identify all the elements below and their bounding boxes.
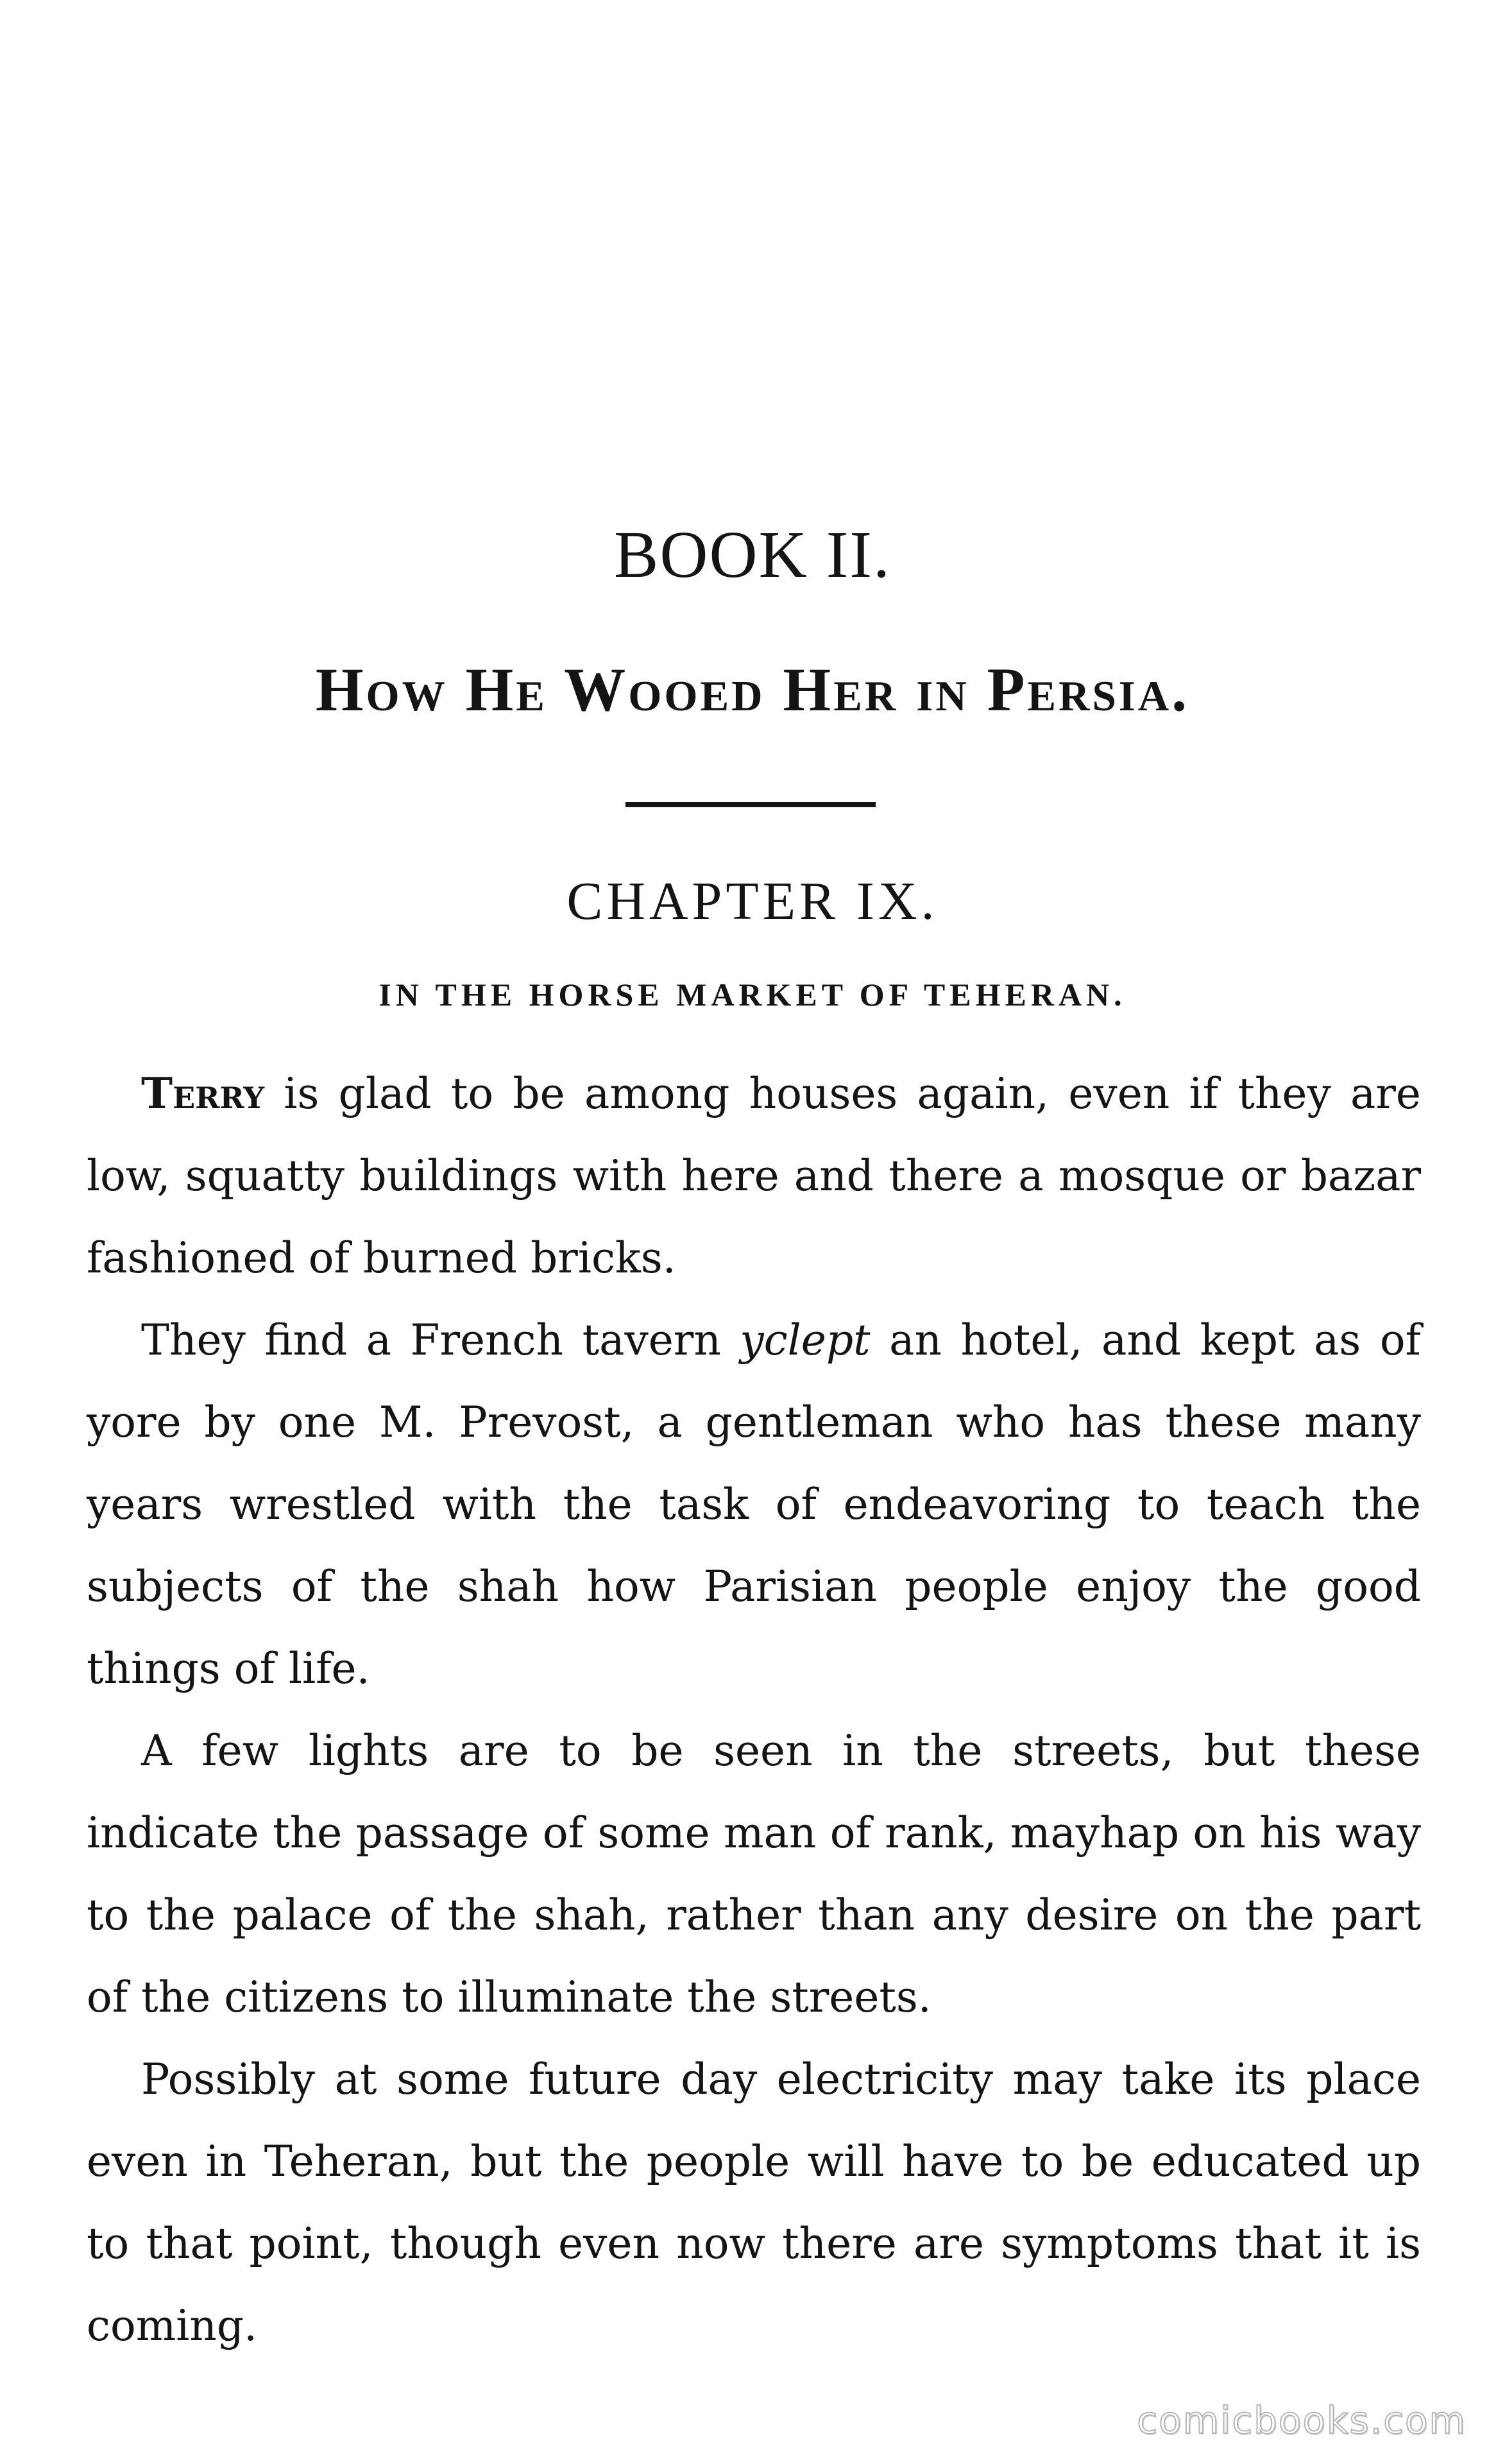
book-subtitle: How He Wooed Her in Persia. xyxy=(315,655,1190,724)
paragraph-1 xyxy=(87,1052,1421,1299)
chapter-body xyxy=(87,1052,1421,2367)
paragraph-lead-word: Terry xyxy=(141,1068,265,1118)
chapter-subtitle: IN THE HORSE MARKET OF TEHERAN. xyxy=(378,977,1127,1013)
paragraph-text: Possibly at some future day electricity may take its place even in Teheran, but the people will have to be educated up to that point, though even now there are symptoms that it is coming. xyxy=(87,2055,1421,2350)
paragraph-text: They find a French tavern xyxy=(141,1315,740,1365)
italic-word: yclept xyxy=(740,1315,871,1365)
chapter-title: CHAPTER IX. xyxy=(566,871,939,931)
paragraph-2 xyxy=(87,1299,1421,1710)
title-divider xyxy=(625,802,876,807)
book-title: BOOK II. xyxy=(614,518,891,592)
watermark: comicbooks.com xyxy=(1137,2399,1467,2442)
paragraph-4 xyxy=(87,2039,1421,2367)
paragraph-3 xyxy=(87,1710,1421,2039)
paragraph-text: an hotel, and kept as of yore by one M. Prevost, a gentleman who has these many years wrestled with the task of endeavoring to teach the subjects of the shah how Parisian people enjoy the good things of life. xyxy=(87,1315,1421,1693)
paragraph-text: A few lights are to be seen in the streets, but these indicate the passage of some man of rank, mayhap on his way to the palace of the shah, rather than any desire on the part of the citizens to illuminate the streets. xyxy=(87,1726,1421,2022)
paragraph-text: is glad to be among houses again, even if they are low, squatty buildings with here and there a mosque or bazar fashioned of burned bricks. xyxy=(87,1069,1421,1283)
